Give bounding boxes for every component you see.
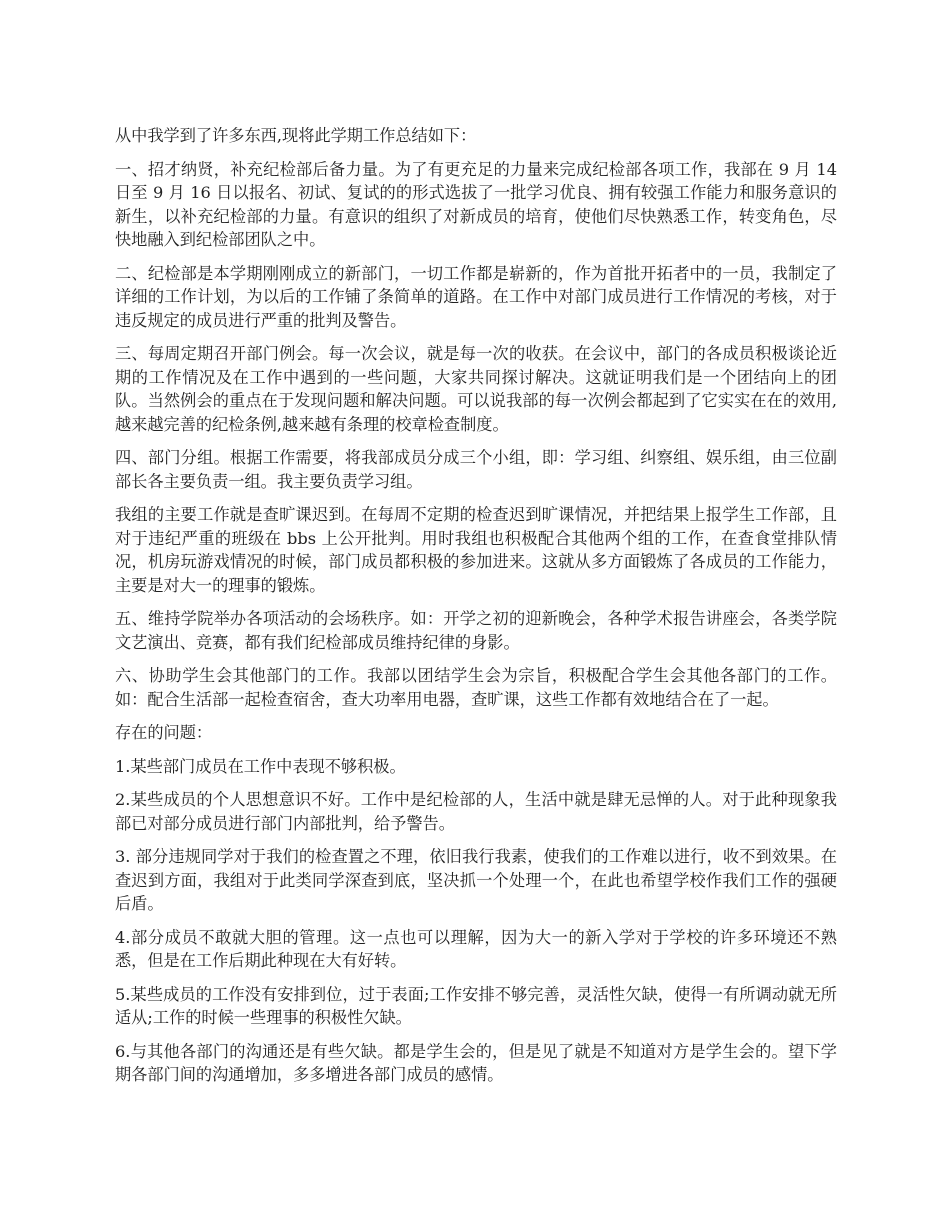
problem-item-1: 1.某些部门成员在工作中表现不够积极。	[115, 756, 406, 776]
section-one-paragraph: 一、招才纳贤，补充纪检部后备力量。为了有更充足的力量来完成纪检部各项工作，我部在 9 月 14 日至 9 月 16 日以报名、初试、复试的的形式选拔了一批学习优良、拥有较强工作能力和服务意识的新生，以补充纪检部的力量。有意识的组织了对新成员的培育，使他们尽快熟悉工作，转变角色，尽快地融入到纪检部团队之中。	[115, 159, 837, 249]
problem-item-4: 4.部分成员不敢就大胆的管理。这一点也可以理解，因为大一的新入学对于学校的许多环境还不熟悉，但是在工作后期此种现在大有好转。	[115, 927, 837, 970]
section-six-paragraph: 六、协助学生会其他部门的工作。我部以团结学生会为宗旨，积极配合学生会其他各部门的工作。如：配合生活部一起检查宿舍，查大功率用电器，查旷课，这些工作都有效地结合在了一起。	[115, 666, 837, 709]
problem-item-6: 6.与其他各部门的沟通还是有些欠缺。都是学生会的，但是见了就是不知道对方是学生会的。望下学期各部门间的沟通增加，多多增进各部门成员的感情。	[115, 1041, 837, 1084]
document-body	[115, 124, 837, 1097]
problem-item-2: 2.某些成员的个人思想意识不好。工作中是纪检部的人，生活中就是肆无忌惮的人。对于此种现象我部已对部分成员进行部门内部批判，给予警告。	[115, 790, 837, 833]
problem-item-3: 3. 部分违规同学对于我们的检查置之不理，依旧我行我素，使我们的工作难以进行，收不到效果。在查迟到方面，我组对于此类同学深查到底，坚决抓一个处理一个，在此也希望学校作我们工作的强硬后盾。	[115, 847, 837, 913]
section-four-paragraph: 四、部门分组。根据工作需要，将我部成员分成三个小组，即：学习组、纠察组、娱乐组，由三位副部长各主要负责一组。我主要负责学习组。	[115, 448, 837, 491]
section-five-paragraph: 五、维持学院举办各项活动的会场秩序。如：开学之初的迎新晚会，各种学术报告讲座会，各类学院文艺演出、竞赛，都有我们纪检部成员维持纪律的身影。	[115, 609, 837, 652]
section-three-paragraph: 三、每周定期召开部门例会。每一次会议，就是每一次的收获。在会议中，部门的各成员积极谈论近期的工作情况及在工作中遇到的一些问题，大家共同探讨解决。这就证明我们是一个团结向上的团队。当然例会的重点在于发现问题和解决问题。可以说我部的每一次例会都起到了它实实在在的效用,越来越完善的纪检条例,越来越有条理的校章检查制度。	[115, 344, 837, 434]
intro-paragraph: 从中我学到了许多东西,现将此学期工作总结如下：	[115, 126, 477, 145]
study-group-paragraph: 我组的主要工作就是查旷课迟到。在每周不定期的检查迟到旷课情况，并把结果上报学生工作部，且对于违纪严重的班级在 bbs 上公开批判。用时我组也积极配合其他两个组的工作，在查食堂排队情况，机房玩游戏情况的时候，部门成员都积极的参加进来。这就从多方面锻炼了各成员的工作能力，主要是对大一的理事的锻炼。	[115, 505, 837, 595]
problems-heading: 存在的问题：	[115, 723, 213, 742]
section-two-paragraph: 二、纪检部是本学期刚刚成立的新部门，一切工作都是崭新的，作为首批开拓者中的一员，我制定了详细的工作计划，为以后的工作铺了条简单的道路。在工作中对部门成员进行工作情况的考核，对于违反规定的成员进行严重的批判及警告。	[115, 263, 837, 330]
problem-item-5: 5.某些成员的工作没有安排到位，过于表面;工作安排不够完善，灵活性欠缺，使得一有所调动就无所适从;工作的时候一些理事的积极性欠缺。	[115, 984, 837, 1027]
